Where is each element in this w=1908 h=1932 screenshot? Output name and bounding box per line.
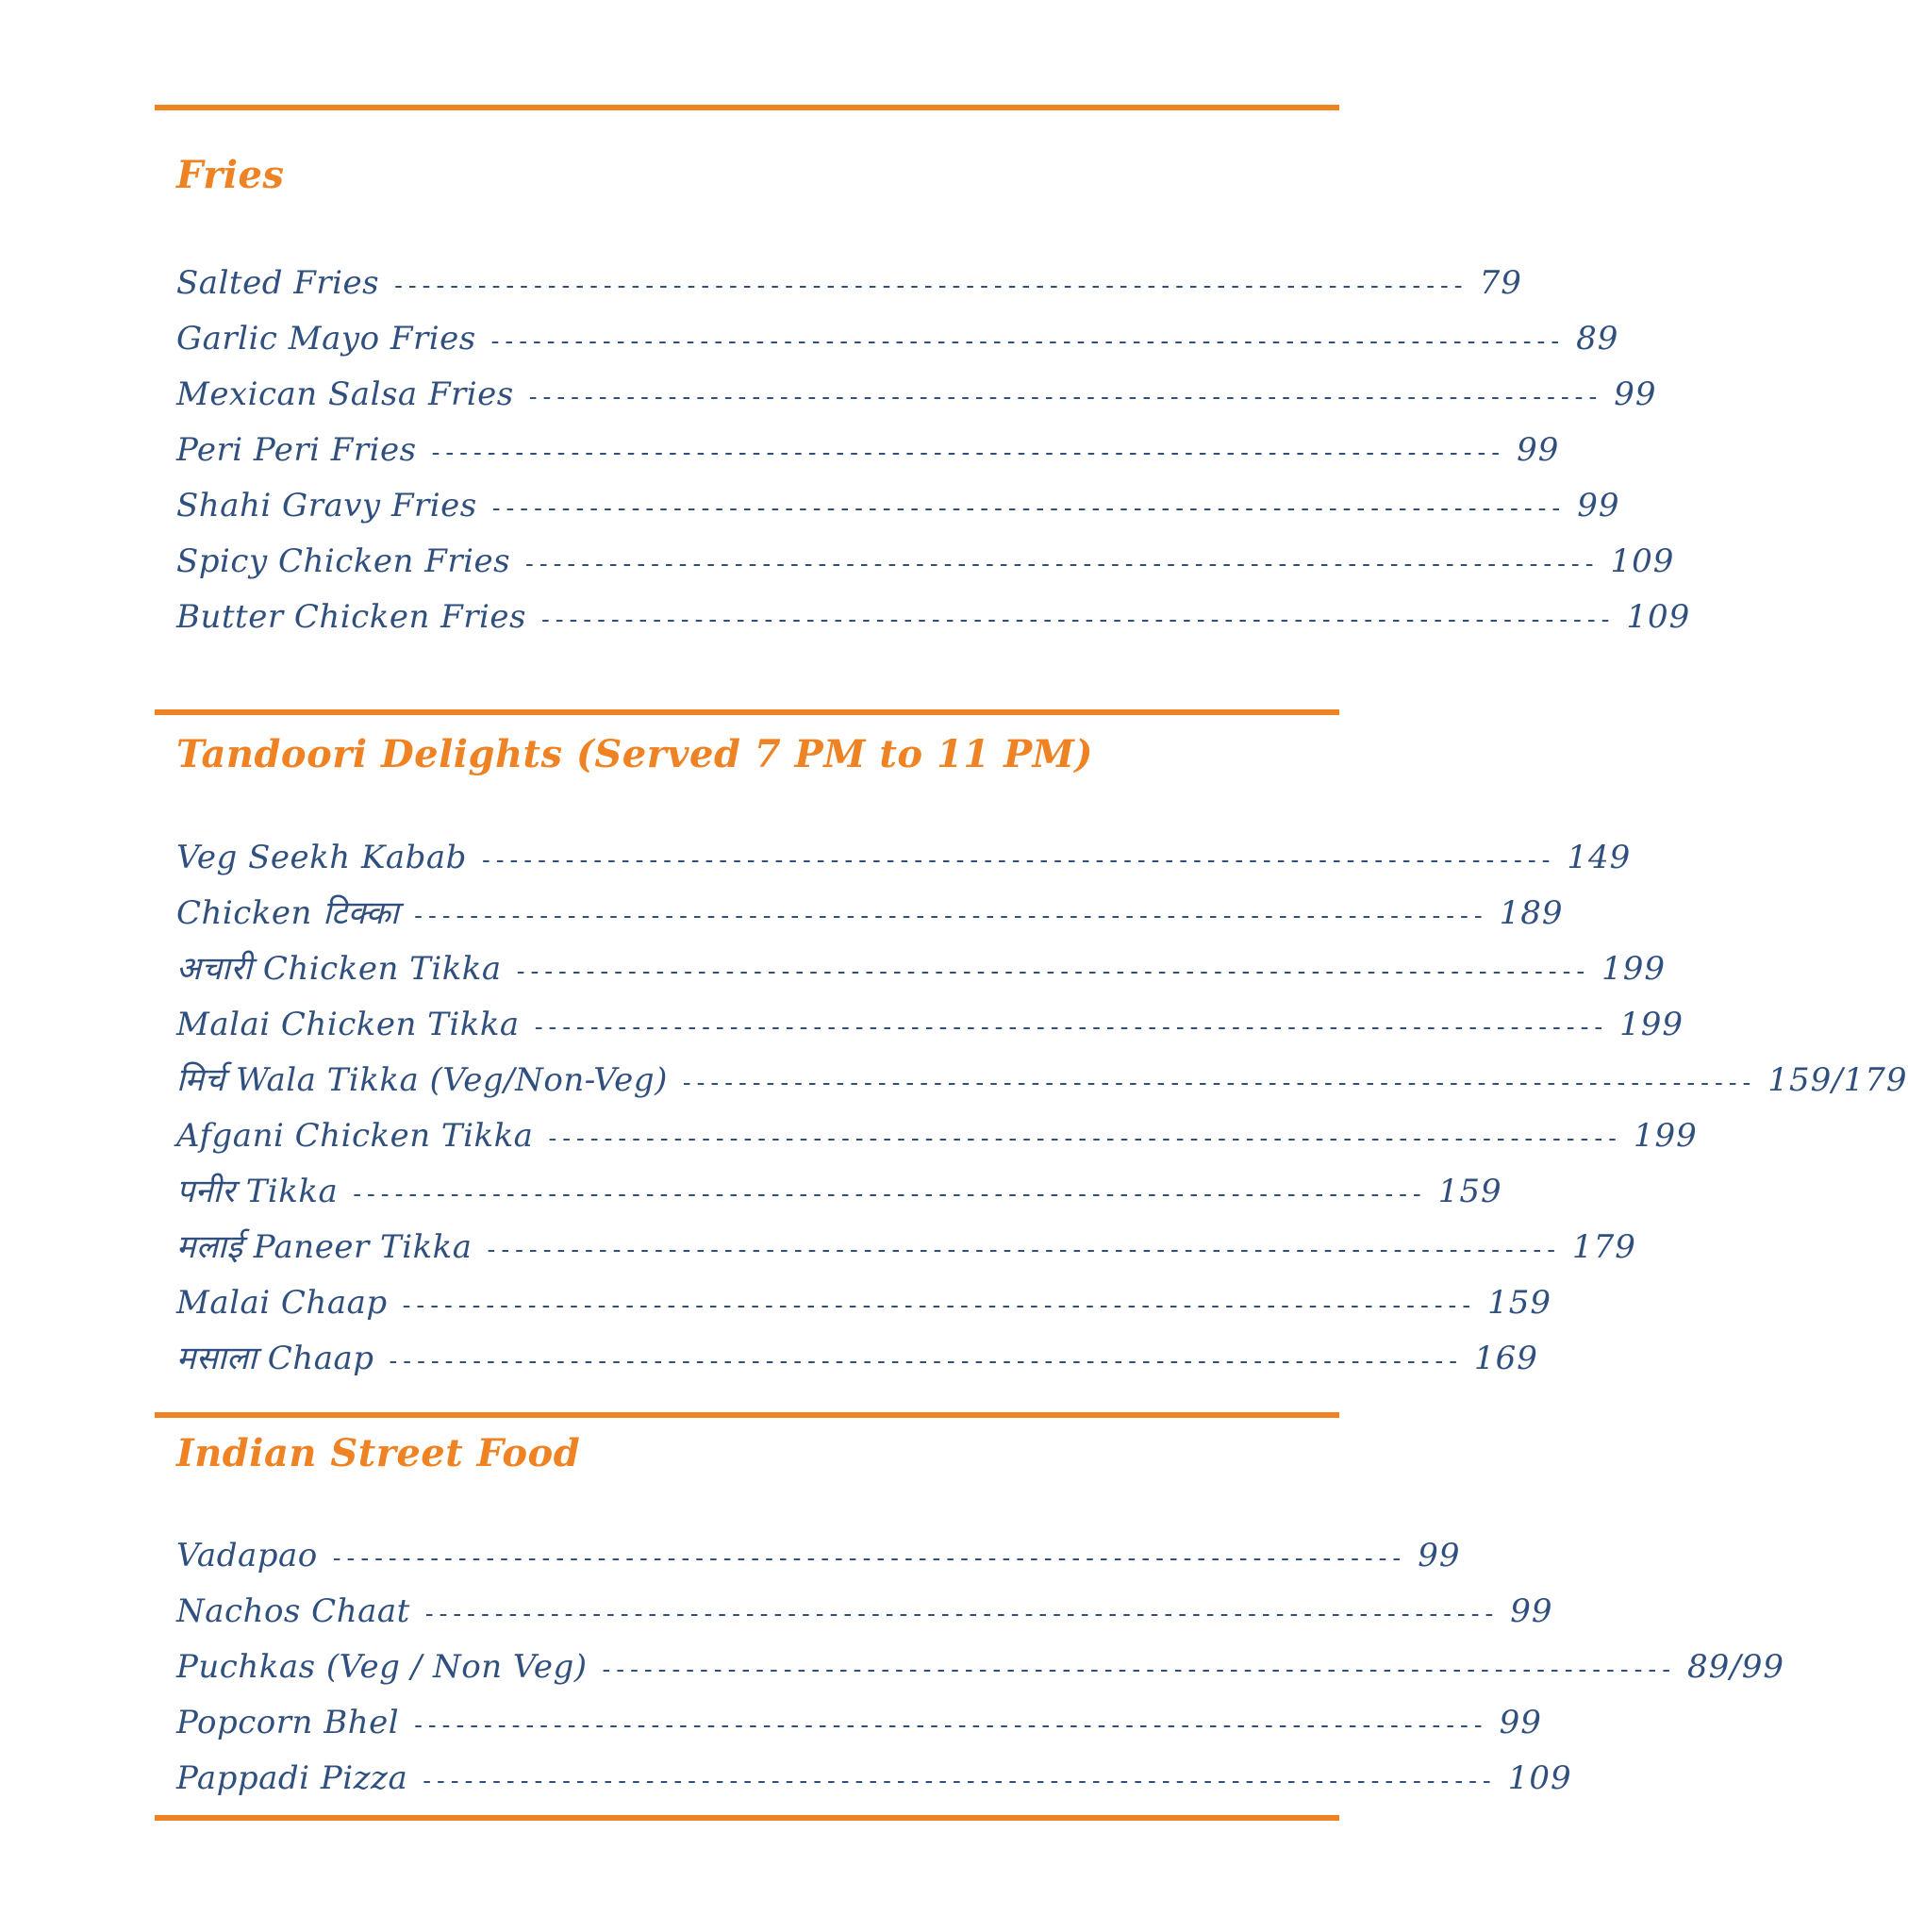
menu-item: [176, 1700, 1542, 1745]
item-price: 199: [1601, 950, 1667, 988]
item-price: 109: [1626, 598, 1691, 636]
leader-dashes: -----------------------------------------------------------------------------: [402, 1291, 1477, 1320]
leader-dashes: -----------------------------------------------------------------------------: [534, 1013, 1609, 1041]
section-title-tandoori: Tandoori Delights (Served 7 PM to 11 PM): [176, 732, 1093, 776]
menu-item: [176, 1589, 1553, 1634]
item-name: Malai Chicken Tikka: [176, 1006, 520, 1043]
leader-dashes: -----------------------------------------------------------------------------: [431, 439, 1506, 467]
item-price: 99: [1510, 1592, 1553, 1630]
item-price: 109: [1507, 1759, 1572, 1797]
item-name: मलाई Paneer Tikka: [176, 1228, 473, 1266]
menu-item: [176, 1224, 1636, 1270]
item-price: 99: [1499, 1704, 1542, 1741]
item-name: पनीर Tikka: [176, 1173, 339, 1210]
leader-dashes: -----------------------------------------------------------------------------: [414, 1711, 1488, 1740]
item-name: Nachos Chaat: [176, 1592, 410, 1630]
menu-item: [176, 1336, 1538, 1381]
leader-dashes: -----------------------------------------------------------------------------: [516, 958, 1591, 986]
item-price: 189: [1499, 894, 1564, 932]
item-price: 79: [1479, 264, 1522, 302]
divider-top: [155, 105, 1339, 110]
item-price: 159: [1437, 1173, 1502, 1210]
item-name: Spicy Chicken Fries: [176, 542, 511, 580]
menu-item: [176, 1533, 1461, 1578]
item-name: Vadapao: [176, 1537, 318, 1574]
menu-item: [176, 1756, 1572, 1801]
item-name: अचारी Chicken Tikka: [176, 950, 502, 988]
leader-dashes: -----------------------------------------------------------------------------: [491, 494, 1567, 523]
leader-dashes: -----------------------------------------------------------------------------: [525, 550, 1600, 578]
item-price: 199: [1619, 1006, 1684, 1043]
item-price: 109: [1610, 542, 1675, 580]
leader-dashes: -----------------------------------------------------------------------------: [423, 1767, 1497, 1795]
divider-bottom: [155, 1815, 1339, 1821]
leader-dashes: -----------------------------------------------------------------------------: [481, 846, 1556, 874]
menu-item: [176, 1113, 1698, 1158]
item-price: 199: [1633, 1117, 1698, 1155]
leader-dashes: -----------------------------------------------------------------------------: [602, 1656, 1676, 1684]
leader-dashes: -----------------------------------------------------------------------------: [548, 1124, 1622, 1153]
item-name: Butter Chicken Fries: [176, 598, 526, 636]
menu-item: [176, 1280, 1552, 1325]
divider: [155, 709, 1339, 715]
menu-item: [176, 260, 1522, 306]
item-name: Garlic Mayo Fries: [176, 320, 476, 358]
menu-item: [176, 316, 1619, 361]
item-name: Veg Seekh Kabab: [176, 839, 467, 876]
item-name: Peri Peri Fries: [176, 431, 417, 469]
leader-dashes: -----------------------------------------------------------------------------: [389, 1347, 1463, 1375]
item-name: मिर्च Wala Tikka (Veg/Non-Veg): [176, 1061, 668, 1099]
divider: [155, 1412, 1339, 1418]
section-title-street-food: Indian Street Food: [176, 1431, 581, 1475]
item-name: Pappadi Pizza: [176, 1759, 408, 1797]
item-price: 159: [1487, 1284, 1552, 1322]
item-name: मसाला Chaap: [176, 1340, 374, 1377]
menu-item: [176, 594, 1691, 640]
item-name: Puchkas (Veg / Non Veg): [176, 1648, 588, 1686]
leader-dashes: -----------------------------------------------------------------------------: [353, 1180, 1427, 1208]
leader-dashes: -----------------------------------------------------------------------------: [540, 606, 1616, 634]
leader-dashes: -----------------------------------------------------------------------------: [414, 902, 1488, 930]
menu-item: [176, 835, 1632, 880]
item-price: 99: [1614, 375, 1657, 413]
menu-item: [176, 891, 1564, 936]
item-price: 99: [1517, 431, 1560, 469]
menu-item: [176, 539, 1675, 584]
item-price: 89/99: [1686, 1648, 1784, 1686]
leader-dashes: -----------------------------------------------------------------------------: [528, 383, 1603, 411]
item-price: 99: [1577, 487, 1620, 525]
menu-item: [176, 1644, 1784, 1690]
leader-dashes: -----------------------------------------------------------------------------: [332, 1544, 1407, 1573]
menu-item: [176, 1058, 1908, 1103]
item-price: 159/179: [1767, 1061, 1908, 1099]
item-name: Popcorn Bhel: [176, 1704, 400, 1741]
item-name: Afgani Chicken Tikka: [176, 1117, 534, 1155]
menu-item: [176, 1169, 1502, 1214]
item-price: 89: [1576, 320, 1619, 358]
leader-dashes: -----------------------------------------------------------------------------: [490, 327, 1566, 356]
item-name: Shahi Gravy Fries: [176, 487, 477, 525]
item-name: Salted Fries: [176, 264, 380, 302]
item-price: 169: [1473, 1340, 1538, 1377]
item-price: 149: [1567, 839, 1632, 876]
item-name: Chicken टिक्का: [176, 894, 400, 932]
item-price: 99: [1418, 1537, 1461, 1574]
leader-dashes: -----------------------------------------------------------------------------: [394, 272, 1468, 300]
leader-dashes: -----------------------------------------------------------------------------: [682, 1069, 1757, 1097]
leader-dashes: -----------------------------------------------------------------------------: [487, 1236, 1562, 1264]
menu-item: [176, 483, 1620, 528]
menu-item: [176, 946, 1667, 991]
section-title-fries: Fries: [176, 153, 285, 197]
item-name: Mexican Salsa Fries: [176, 375, 514, 413]
menu-item: [176, 427, 1560, 473]
item-name: Malai Chaap: [176, 1284, 388, 1322]
leader-dashes: -----------------------------------------------------------------------------: [424, 1600, 1500, 1628]
menu-item: [176, 372, 1657, 417]
menu-item: [176, 1002, 1684, 1047]
item-price: 179: [1572, 1228, 1636, 1266]
